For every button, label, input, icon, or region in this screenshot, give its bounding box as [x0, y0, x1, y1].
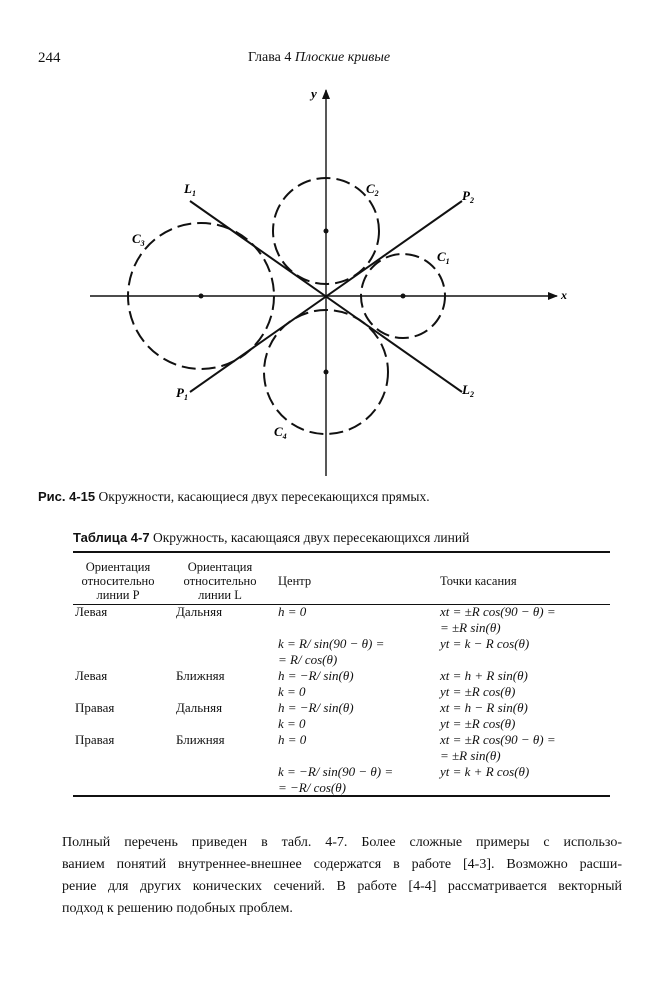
body-line: ванием понятий внутреннее-внешнее содержатся в работе [4-3]. Возможно расши-: [62, 857, 622, 872]
body-line: рение для других конических сечений. В работе [4-4] рассматривается векторный: [62, 879, 622, 894]
y-axis-label: y: [311, 86, 317, 101]
label-C4: $C_4$: [274, 424, 287, 441]
label-L2: $L_2$: [462, 382, 474, 399]
body-paragraph: [62, 832, 622, 920]
header-orientation-p: Ориентация относительно линии P: [81, 560, 155, 602]
row1-l: Дальняя: [176, 604, 223, 619]
row1-tangent: xt = ±R cos(90 − θ) = = ±R sin(θ) yt = k − R cos(θ): [440, 604, 556, 651]
header-orientation-l: Ориентация относительно линии L: [183, 560, 257, 602]
label-P1: $P_1$: [176, 385, 188, 402]
table-caption: [73, 530, 469, 546]
table-caption-label: Таблица 4-7: [73, 530, 150, 545]
page-number: 244: [38, 50, 61, 66]
header-center: Центр: [278, 574, 312, 588]
center-C1: [401, 294, 406, 299]
row3-p: Правая: [75, 700, 115, 715]
row2-l: Ближняя: [176, 668, 225, 683]
body-line: подход к решению подобных проблем.: [62, 901, 293, 916]
row2-center: h = −R/ sin(θ) k = 0: [278, 668, 354, 699]
body-line: Полный перечень приведен в табл. 4-7. Более сложные примеры с использо-: [62, 835, 622, 850]
figure-4-15: [0, 0, 666, 480]
row4-tangent: xt = ±R cos(90 − θ) = = ±R sin(θ) yt = k + R cos(θ): [440, 732, 556, 779]
center-C4: [324, 370, 329, 375]
header-tangent-points: Точки касания: [440, 574, 517, 588]
label-L1: $L_1$: [184, 181, 196, 198]
table-rule-bottom: [73, 795, 610, 797]
label-C3: $C_3$: [132, 231, 145, 248]
label-C1: $C_1$: [437, 249, 450, 266]
row1-p: Левая: [75, 604, 108, 619]
table-caption-text: Окружность, касающаяся двух пересекающихся линий: [152, 530, 470, 545]
figure-caption-text: Окружности, касающиеся двух пересекающихся прямых.: [98, 489, 430, 504]
row4-l: Ближняя: [176, 732, 225, 747]
row3-l: Дальняя: [176, 700, 223, 715]
chapter-label: Глава 4: [248, 50, 292, 65]
row1-center: h = 0 k = R/ sin(90 − θ) = = R/ cos(θ): [278, 604, 385, 667]
row4-center: h = 0 k = −R/ sin(90 − θ) = = −R/ cos(θ): [278, 732, 394, 795]
label-C2: $C_2$: [366, 181, 379, 198]
center-C2: [324, 229, 329, 234]
center-C3: [199, 294, 204, 299]
figure-caption-label: Рис. 4-15: [38, 489, 96, 504]
chapter-title: Плоские кривые: [294, 50, 391, 65]
figure-caption: [38, 489, 430, 505]
x-axis-label: x: [561, 288, 567, 302]
row4-p: Правая: [75, 732, 115, 747]
row3-center: h = −R/ sin(θ) k = 0: [278, 700, 354, 731]
row2-p: Левая: [75, 668, 108, 683]
row3-tangent: xt = h − R sin(θ) yt = ±R cos(θ): [440, 700, 528, 731]
table-rule-top: [73, 551, 610, 553]
row2-tangent: xt = h + R sin(θ) yt = ±R cos(θ): [440, 668, 528, 699]
label-P2: $P_2$: [462, 188, 474, 205]
